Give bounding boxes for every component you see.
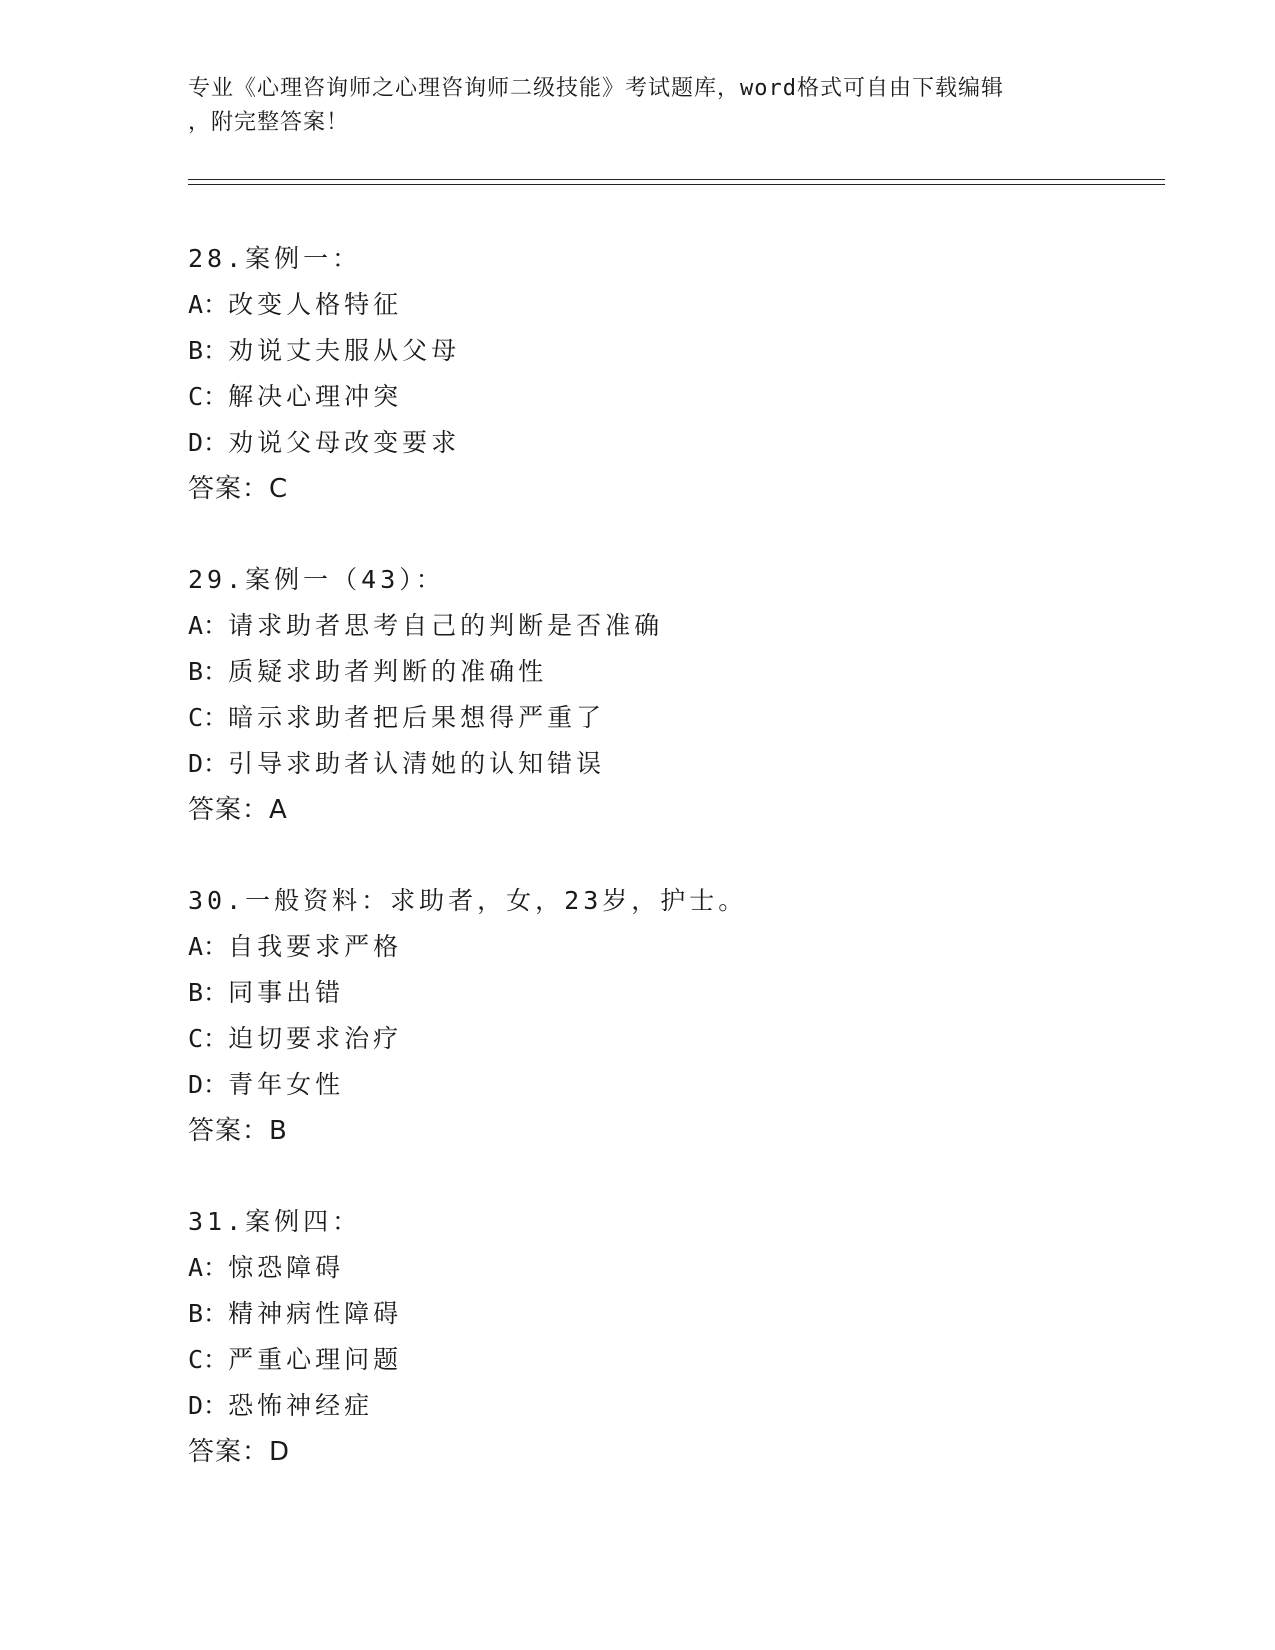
option-a: A：请求助者思考自己的判断是否准确: [188, 611, 664, 640]
question-stem: 31.案例四：: [188, 1207, 362, 1236]
header-divider-top: [188, 179, 1165, 180]
option-d: D：引导求助者认清她的认知错误: [188, 749, 606, 778]
header-line-1: 专业《心理咨询师之心理咨询师二级技能》考试题库，word格式可自由下载编辑: [188, 76, 1004, 101]
header-divider-bottom: [188, 184, 1165, 185]
option-a: A：改变人格特征: [188, 290, 403, 319]
option-c: C：解决心理冲突: [188, 382, 403, 411]
question-31: [188, 1199, 1148, 1475]
option-b: B：精神病性障碍: [188, 1299, 403, 1328]
option-a: A：惊恐障碍: [188, 1253, 345, 1282]
option-d: D：青年女性: [188, 1070, 345, 1099]
option-d: D：恐怖神经症: [188, 1391, 374, 1420]
option-b: B：劝说丈夫服从父母: [188, 336, 461, 365]
option-b: B：同事出错: [188, 978, 345, 1007]
option-a: A：自我要求严格: [188, 932, 403, 961]
question-28: [188, 236, 1148, 512]
answer-line: 答案：B: [188, 1116, 288, 1146]
option-c: C：暗示求助者把后果想得严重了: [188, 703, 606, 732]
question-stem: 30.一般资料：求助者，女，23岁，护士。: [188, 886, 748, 915]
answer-line: 答案：A: [188, 795, 288, 825]
question-stem: 29.案例一（43）：: [188, 565, 445, 594]
question-stem: 28.案例一：: [188, 244, 362, 273]
header-line-2: ，附完整答案！: [188, 110, 350, 135]
option-c: C：迫切要求治疗: [188, 1024, 403, 1053]
question-30: [188, 878, 1148, 1154]
option-d: D：劝说父母改变要求: [188, 428, 461, 457]
option-b: B：质疑求助者判断的准确性: [188, 657, 548, 686]
answer-line: 答案：D: [188, 1437, 291, 1467]
question-29: [188, 557, 1148, 833]
option-c: C：严重心理问题: [188, 1345, 403, 1374]
answer-line: 答案：C: [188, 474, 289, 504]
document-header: [188, 72, 1088, 140]
